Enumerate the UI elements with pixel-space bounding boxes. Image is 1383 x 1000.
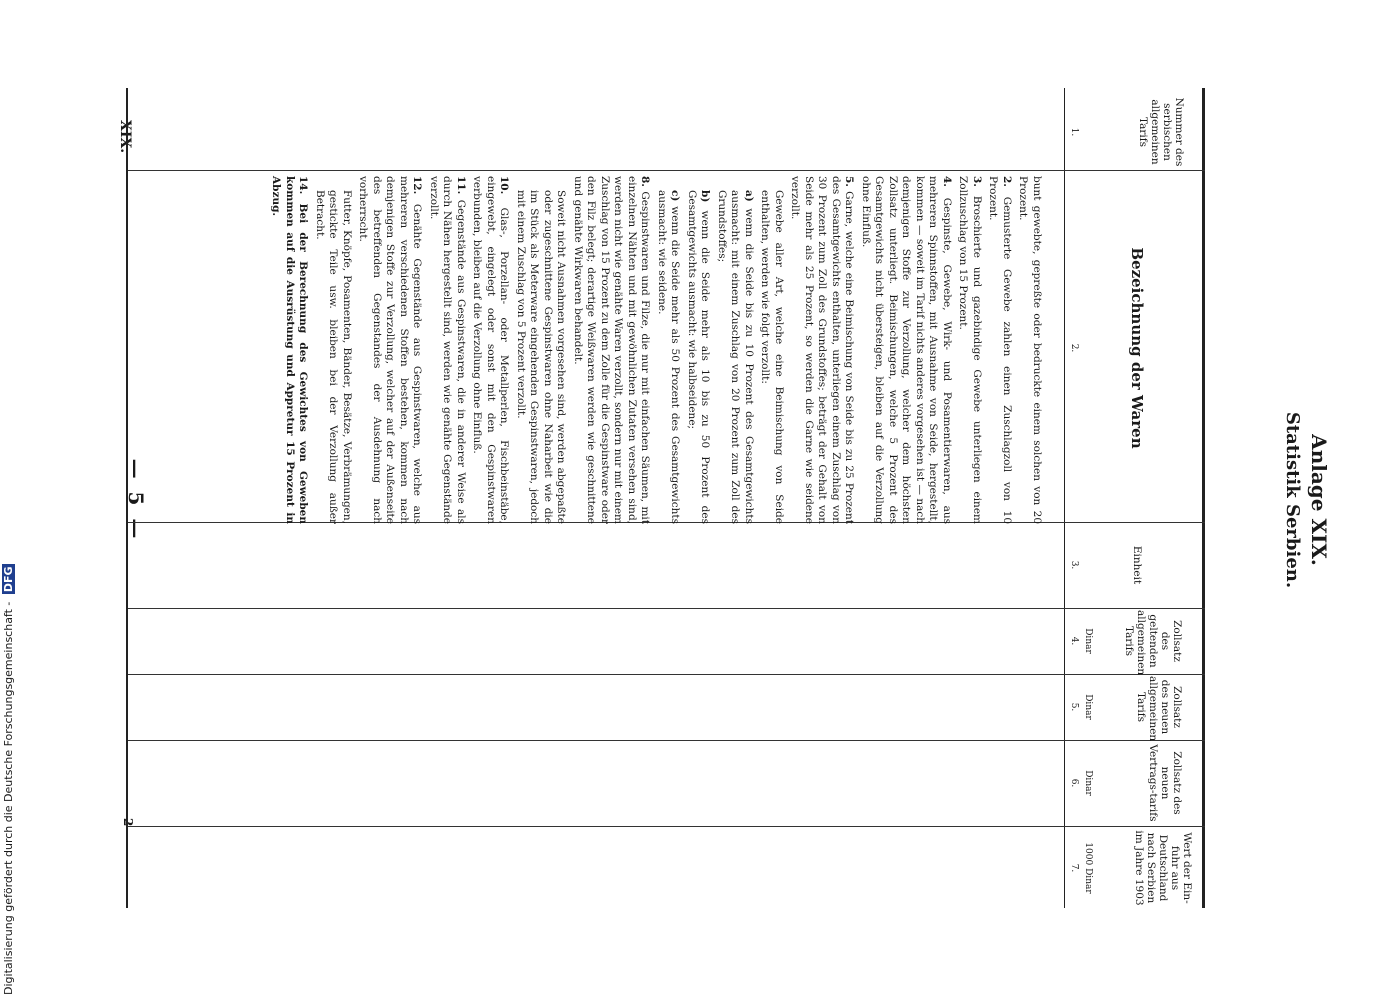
- column-number: 2.: [1069, 343, 1079, 353]
- col-divider: [128, 740, 1205, 741]
- credit-text: Digitalisierung gefördert durch die Deutsche Forschungsgemeinschaft -: [2, 601, 15, 995]
- column-number: 7.: [1069, 863, 1079, 873]
- entry-number: 2.: [1001, 176, 1013, 187]
- list-item: [986, 176, 1013, 524]
- section-label: XIX.: [117, 120, 133, 154]
- list-item: [715, 176, 756, 524]
- entry-text: wenn die Seide mehr als 10 bis zu 50 Prozent des Gesamtgewichts ausmacht: wie halbseidene;: [686, 190, 712, 524]
- entry-text: Gespinstwaren und Filze, die nur mit einfachen Säumen, mit einzelnen Nähten und mit gewöhnlichen Zutaten versehen sind, werden nicht wie genähte Waren verzollt, sondern nur mit einem Zuschlag von 15 Prozent zu dem Zolle für die Gespinstware oder den Filz belegt; derartige Weißwaren werden wie geschnittene und genähte Wirkwaren behandelt.: [572, 176, 652, 524]
- column-number: 1.: [1069, 127, 1079, 137]
- unit-label: Dinar: [1083, 694, 1093, 720]
- entry-number: 3.: [971, 176, 983, 187]
- unit-label: Dinar: [1083, 770, 1093, 796]
- col-divider: [128, 608, 1205, 609]
- column-number: 3.: [1069, 560, 1079, 570]
- col-divider: [128, 674, 1205, 675]
- signature-mark: 2: [121, 818, 135, 827]
- list-item: [788, 176, 856, 524]
- list-item: [356, 176, 424, 524]
- header-rule: [1064, 88, 1065, 908]
- list-item: [956, 176, 983, 524]
- goods-description-list: [266, 176, 1043, 524]
- unit-label: 1000 Dinar: [1083, 842, 1093, 894]
- dfg-logo: DFG: [2, 566, 15, 593]
- entry-number: 5.: [843, 176, 856, 187]
- page-number: — 5 —: [124, 458, 148, 542]
- header-number: Nummer des serbischen allgemeinen Tarifs: [1137, 97, 1185, 167]
- digitization-credit: [2, 15, 15, 995]
- entry-number: 8.: [639, 176, 652, 187]
- list-item: [514, 176, 568, 524]
- table-top-rule: [1202, 88, 1205, 908]
- unit-label: Dinar: [1083, 628, 1093, 654]
- entry-text: Glas-, Porzellan- oder Metallperlen, Fischbeinstäbe, eingewebt, eingelegt oder sonst mit den Gespinstwaren verbunden, bleiben auf die Verzollung ohne Einfluß.: [471, 176, 511, 524]
- appendix-label: Anlage XIX.: [1307, 434, 1331, 566]
- entry-number: c): [669, 190, 682, 202]
- list-item: [685, 176, 712, 524]
- entry-text: Gespinste, Gewebe, Wirk- und Posamentierwaren, aus mehreren Spinnstoffen, mit Ausnahme von Seide, hergestellt, kommen — soweit im Tarif nichts anderes vorgesehen ist — nach demjenigen Stoffe zur Verzollung, welcher dem höchsten Zollsatz unterliegt. Beimischungen, welche 5 Prozent des Gesamtgewichts nicht übersteigen, bleiben auf die Verzollung ohne Einfluß.: [860, 176, 953, 524]
- entry-number: 4.: [941, 176, 953, 187]
- entry-text: Garne, welche eine Beimischung von Seide bis zu 25 Prozent des Gesamtgewichts enthalten, unterliegen einem Zuschlag von 30 Prozent zum Zoll des Grundstoffes; beträgt der Gehalt von Seide mehr als 25 Prozent, so werden die Garne wie seidene verzollt.: [789, 176, 856, 524]
- entry-text: wenn die Seide mehr als 50 Prozent des Gesamtgewichts ausmacht: wie seidene.: [656, 190, 682, 525]
- entry-text: wenn die Seide bis zu 10 Prozent des Gesamtgewichts ausmacht: mit einem Zuschlag von 20 Prozent zum Zoll des Grundstoffes;: [716, 190, 755, 524]
- entry-number: 11.: [455, 176, 467, 195]
- entry-text: Gemusterte Gewebe zahlen einen Zuschlagzoll von 10 Prozent.: [987, 176, 1013, 524]
- entry-number: 10.: [498, 176, 511, 195]
- entry-number: 14.: [297, 176, 310, 195]
- header-current-rate: Zollsatz des geltenden allgemeinen Tarifs: [1123, 610, 1183, 676]
- entry-text: Broschierte und gazebindige Gewebe unterliegen einem Zollzuschlag von 15 Prozent.: [957, 176, 983, 524]
- entry-number: 12.: [411, 176, 424, 195]
- table-bottom-rule: [126, 88, 128, 908]
- list-item: [571, 176, 652, 524]
- list-item: [313, 176, 354, 524]
- entry-text: Bei der Berechnung des Gewichtes von Geweben kommen auf die Ausrüstung und Appretur 15 Prozent in Abzug.: [270, 176, 310, 524]
- column-number: 6.: [1069, 778, 1079, 788]
- column-number: 4.: [1069, 636, 1079, 646]
- entry-text: Gegenstände aus Gespinstwaren, die in anderer Weise als durch Nähen hergestellt sind, werden wie genähte Gegenstände verzollt.: [428, 176, 467, 524]
- list-item: [470, 176, 511, 524]
- col-divider: [128, 170, 1205, 171]
- header-new-contract-rate: Zollsatz des neuen Vertrags-tarifs: [1147, 744, 1183, 822]
- entry-text: Soweit nicht Ausnahmen vorgesehen sind, werden abgepaßte oder zugeschnittene Gespinstwaren ohne Naharbeit wie die im Stück als Meterware eingehenden Gespinstwaren, jedoch mit einem Zuschlag von 5 Prozent verzollt.: [515, 190, 568, 524]
- header-new-general-rate: Zollsatz des neuen allgemeinen Tarifs: [1135, 676, 1183, 742]
- header-goods: Bezeichnung der Waren: [1128, 247, 1146, 449]
- entry-text: Genähte Gegenstände aus Gespinstwaren, welche aus mehreren verschiedenen Stoffen bestehen, kommen nach demjenigen Stoffe zur Verzollung, welcher auf der Außenseite des betreffenden Gegenstandes der Ausdehnung nach vorherrscht.: [357, 176, 424, 524]
- list-item: [427, 176, 468, 524]
- entry-text: Futter, Knöpfe, Posamenten, Bänder, Besätze, Verbrämungen, gestickte Teile usw. bleiben bei der Verzollung außer Betracht.: [314, 190, 353, 524]
- entry-number: b): [699, 190, 712, 203]
- list-item: [859, 176, 954, 524]
- entry-text: bunt gewebte, gepreßte oder bedruckte einem solchen von 20 Prozent.: [1017, 176, 1043, 524]
- page-title: Statistik Serbien.: [1282, 411, 1303, 589]
- entry-number: a): [743, 190, 755, 202]
- column-number: 5.: [1069, 702, 1079, 712]
- list-item: [269, 176, 310, 524]
- list-item: [758, 176, 785, 524]
- entry-text: Gewebe aller Art, welche eine Beimischung von Seide enthalten, werden wie folgt verzollt:: [759, 190, 785, 524]
- col-divider: [128, 826, 1205, 827]
- list-item: [655, 176, 682, 524]
- header-import-value: Wert der Ein-fuhr aus Deutschland nach Serbien im Jahre 1903: [1133, 830, 1193, 906]
- header-unit: Einheit: [1131, 545, 1143, 585]
- list-item: [1016, 176, 1043, 524]
